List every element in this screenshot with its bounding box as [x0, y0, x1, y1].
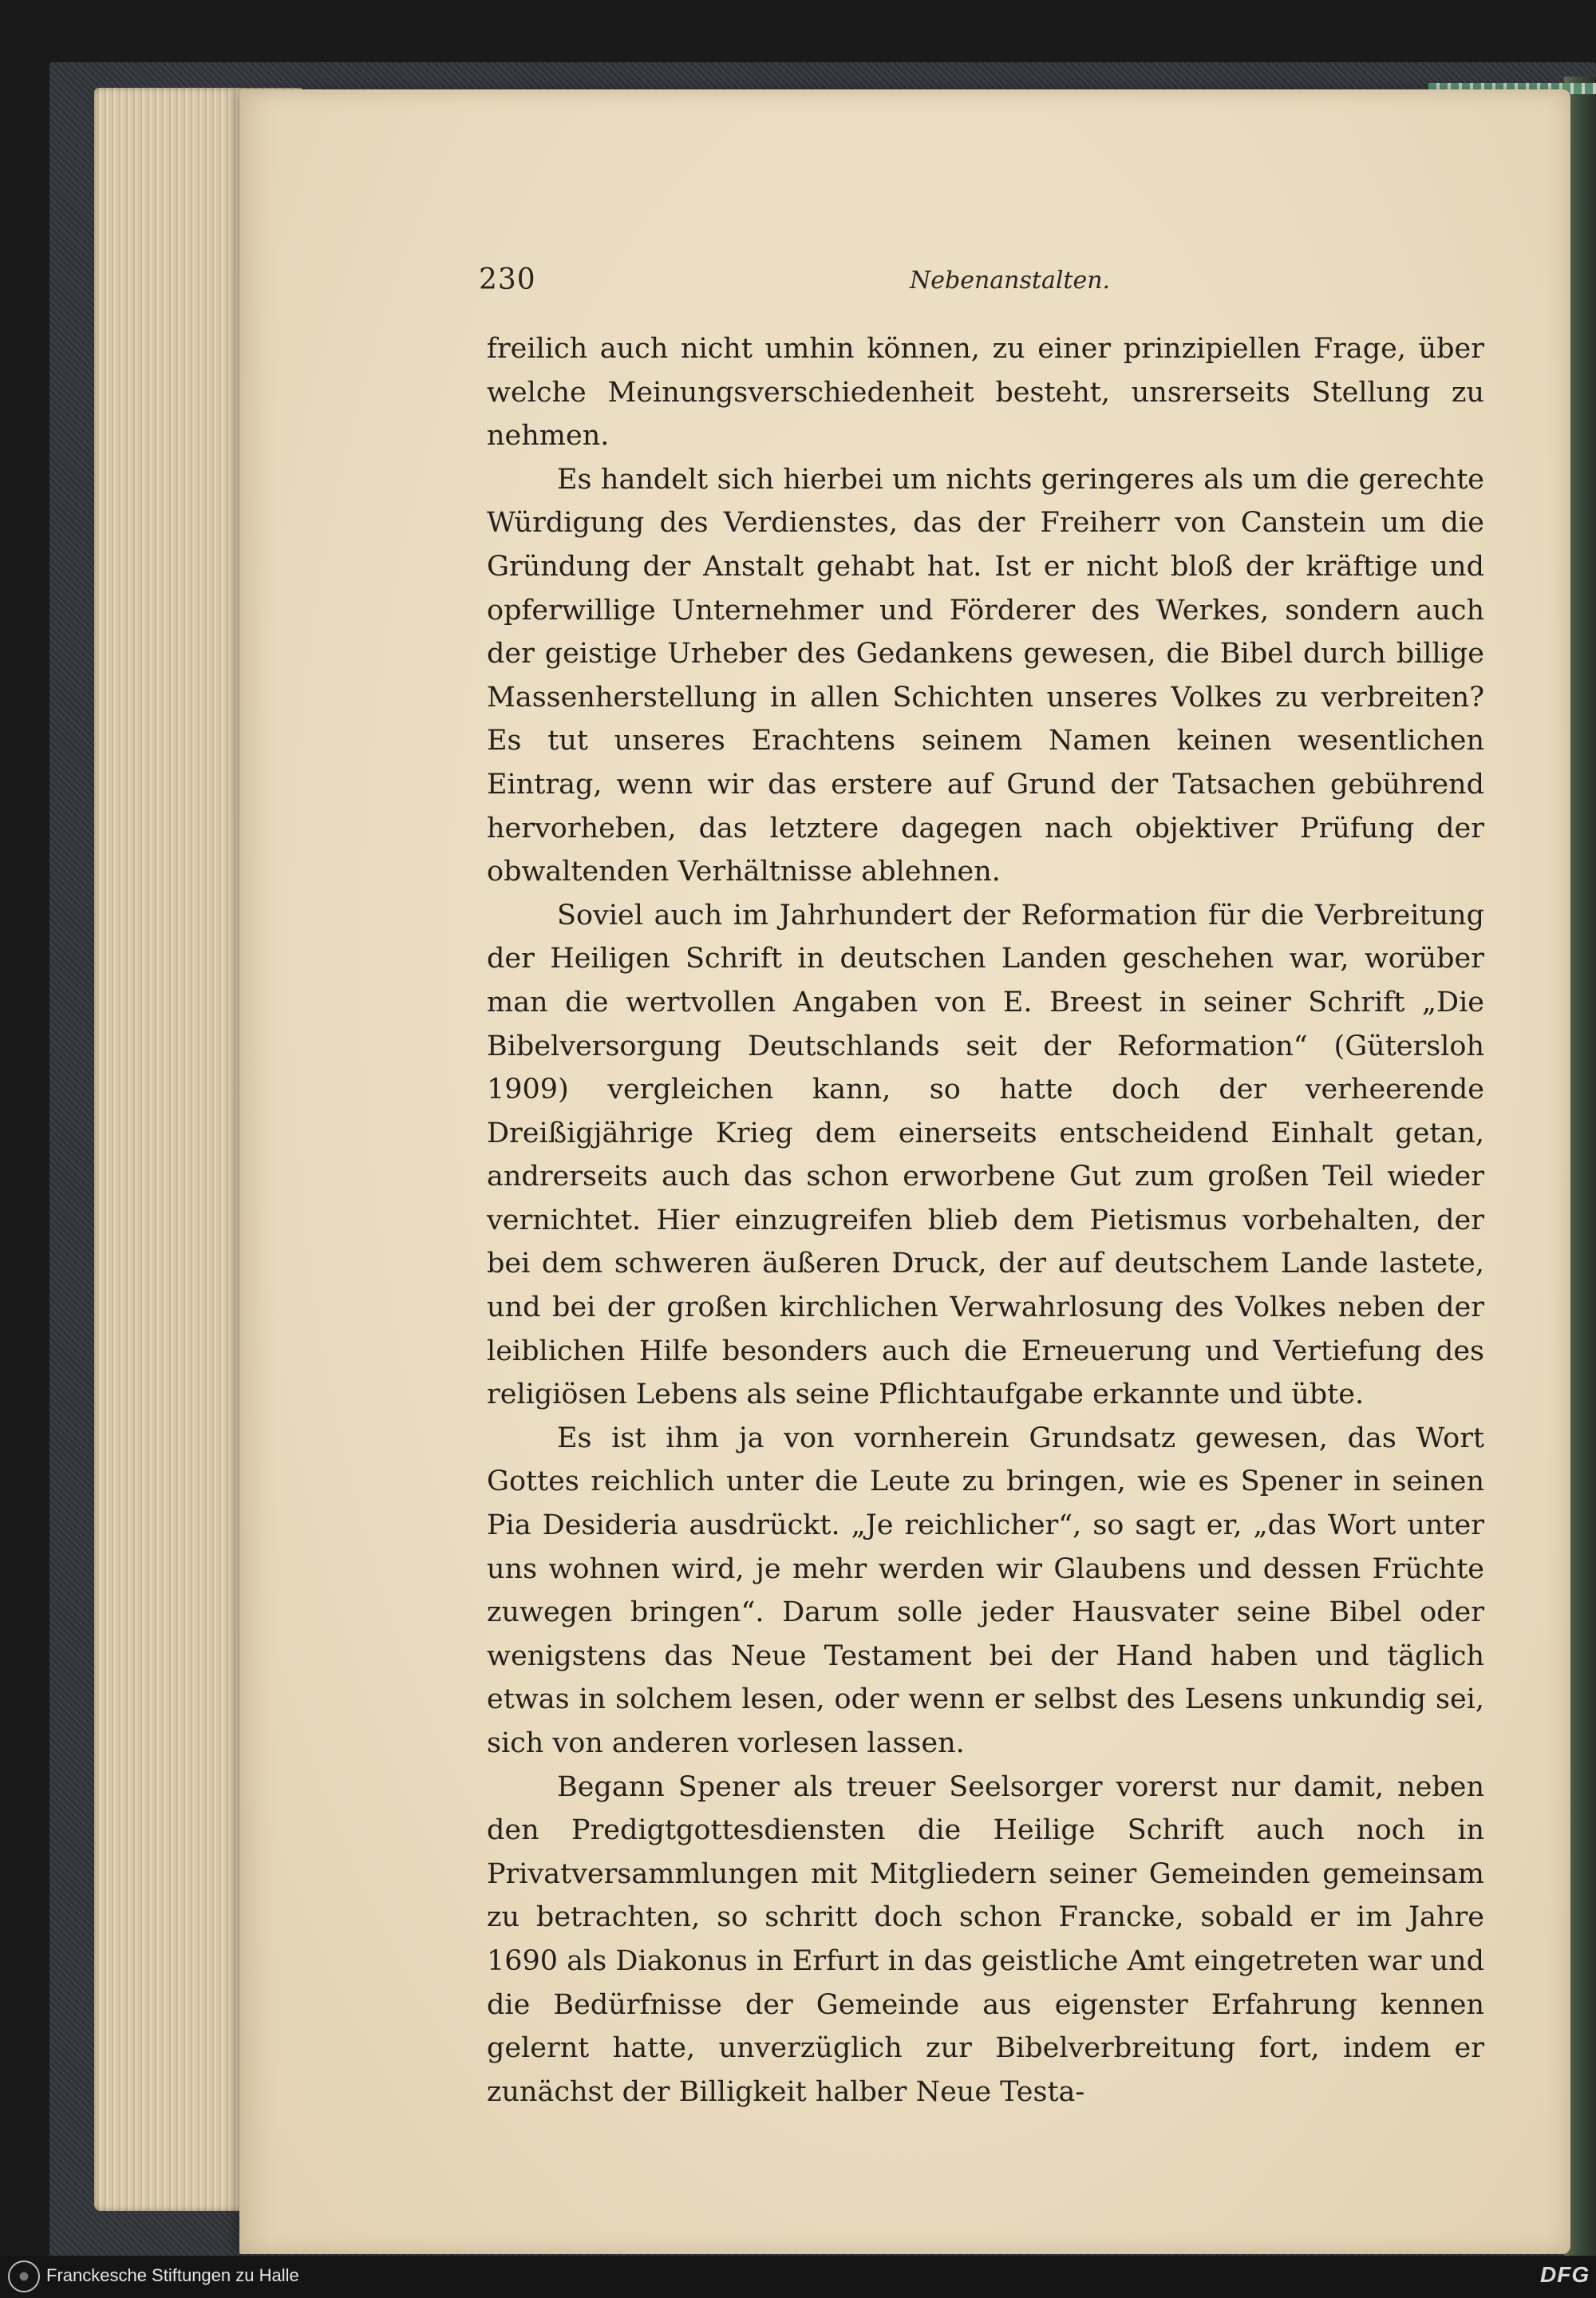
- institution-logo-icon: [8, 2260, 40, 2292]
- paragraph-4: Es ist ihm ja von vornherein Grundsatz gewesen, das Wort Gottes reichlich unter die Leute zu bringen, wie es Spener in seinen Pia Desideria ausdrückt. „Je reichlicher“, so sagt er, „das Wort unter uns wohnen wird, je mehr werden wir Glaubens und dessen Früchte zuwegen bringen“. Darum solle jeder Hausvater seine Bibel oder wenigstens das Neue Testament bei der Hand haben und täglich etwas in solchem lesen, oder wenn er selbst des Lesens unkundig sei, sich von anderen vorlesen lassen.: [487, 1422, 1484, 1759]
- paragraph-1: freilich auch nicht umhin können, zu einer prinzipiellen Frage, über welche Meinungsverschiedenheit besteht, unsrerseits Stellung zu nehmen.: [487, 333, 1484, 453]
- page-number: 230: [479, 263, 536, 296]
- institution-name: Franckesche Stiftungen zu Halle: [46, 2265, 299, 2285]
- body-text: [487, 327, 1484, 2114]
- dfg-logo: DFG: [1540, 2262, 1590, 2287]
- running-head: Nebenanstalten.: [910, 267, 1111, 295]
- paragraph-2: Es handelt sich hierbei um nichts geringeres als um die gerechte Würdigung des Verdienstes, das der Freiherr von Canstein um die Gründung der Anstalt gehabt hat. Ist er nicht bloß der kräftige und opferwillige Unternehmer und Förderer des Werkes, sondern auch der geistige Urheber des Gedankens gewesen, die Bibel durch billige Massenherstellung in allen Schichten unseres Volkes zu verbreiten? Es tut unseres Erachtens seinem Namen keinen wesentlichen Eintrag, wenn wir das erstere auf Grund der Tatsachen gebührend hervorheben, das letztere dagegen nach objektiver Prüfung der obwaltenden Verhältnisse ablehnen.: [487, 463, 1484, 888]
- paragraph-3: Soviel auch im Jahrhundert der Reformation für die Verbreitung der Heiligen Schrift in deutschen Landen geschehen war, worüber man die wertvollen Angaben von E. Breest in seiner Schrift „Die Bibelversorgung Deutschlands seit der Reformation“ (Gütersloh 1909) vergleichen kann, so hatte doch der verheerende Dreißigjährige Krieg dem einerseits entscheidend Einhalt getan, andrerseits auch das schon erworbene Gut zum großen Teil wieder vernichtet. Hier einzugreifen blieb dem Pietismus vorbehalten, der bei dem schweren äußeren Druck, der auf deutschem Lande lastete, und bei der großen kirchlichen Verwahrlosung des Volkes neben der leiblichen Hilfe besonders auch die Erneuerung und Vertiefung des religiösen Lebens als seine Pflichtaufgabe erkannte und übte.: [487, 899, 1484, 1411]
- paragraph-5: Begann Spener als treuer Seelsorger vorerst nur damit, neben den Predigtgottesdiensten die Heilige Schrift auch noch in Privatversammlungen mit Mitgliedern seiner Gemeinden gemeinsam zu betrachten, so schritt doch schon Francke, sobald er im Jahre 1690 als Diakonus in Erfurt in das geistliche Amt eingetreten war und die Bedürfnisse der Gemeinde aus eigenster Erfahrung kennen gelernt hatte, unverzüglich zur Bibelverbreitung fort, indem er zunächst der Billigkeit halber Neue Testa-: [487, 1770, 1484, 2108]
- page-header: [479, 263, 1552, 311]
